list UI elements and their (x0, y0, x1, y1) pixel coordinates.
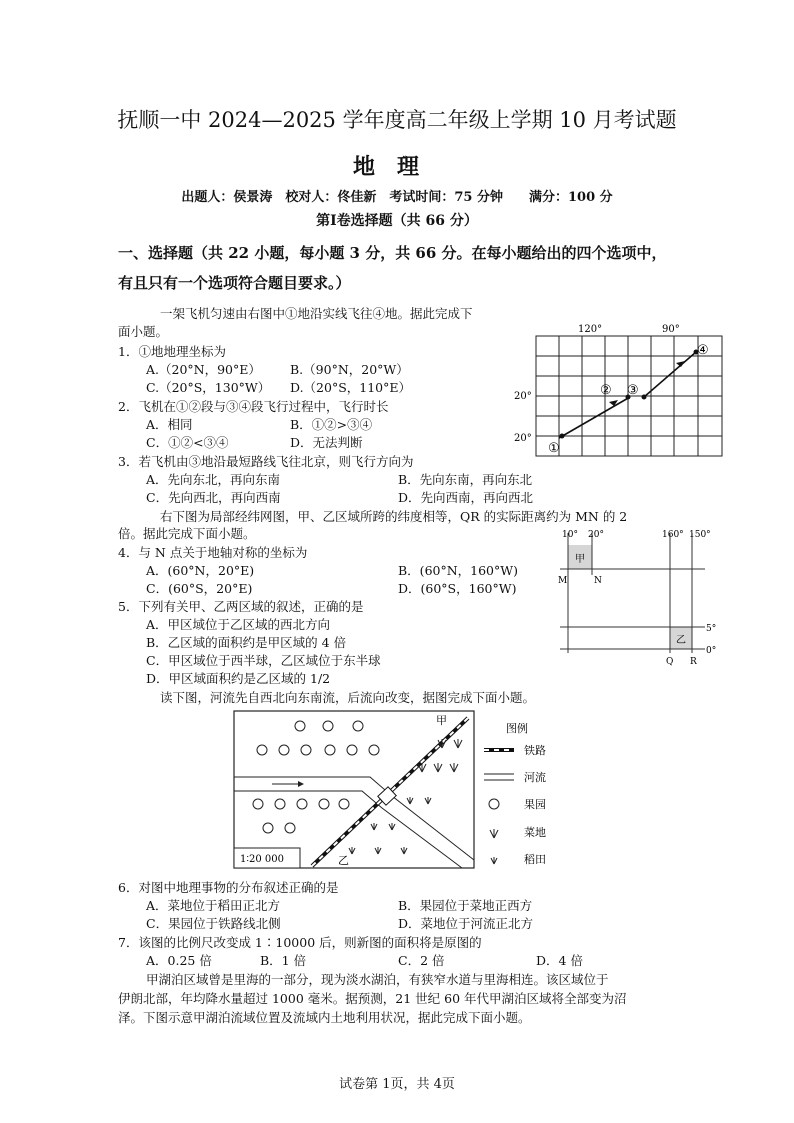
group1-intro: 一架飞机匀速由右图中①地沿实线飞往④地。据此完成下 (160, 306, 473, 321)
q7-option-a: A．0.25 倍 (146, 953, 212, 968)
q7-option-c: C．2 倍 (398, 953, 445, 968)
q6-option-a: A．菜地位于稻田正北方 (146, 898, 281, 913)
q1-option-c: C.（20°S，130°W） (146, 380, 271, 395)
q6-option-d: D．菜地位于河流正北方 (398, 916, 534, 931)
q5-option-a: A．甲区域位于乙区域的西北方向 (146, 617, 331, 632)
exam-title: 抚顺一中 2024—2025 学年度高二年级上学期 10 月考试题 (117, 108, 677, 132)
q7-option-b: B．1 倍 (260, 953, 307, 968)
q6-option-c: C．果园位于铁路线北侧 (146, 916, 281, 931)
point-label-2: ② (600, 383, 612, 398)
group4-para-line3: 泽。下图示意甲湖泊流域位置及流域内土地利用状况，据此完成下面小题。 (118, 1010, 531, 1025)
map-scale: 1∶20 000 (240, 854, 284, 865)
legend-paddy-label: 稻田 (524, 853, 546, 866)
group2-intro-cont: 倍。据此完成下面小题。 (118, 526, 256, 541)
arrow-icon (298, 781, 304, 787)
legend-orchard-label: 果园 (524, 798, 546, 811)
label-R: R (690, 657, 697, 667)
q2-option-a: A．相同 (146, 417, 193, 432)
lon-label-10: 10° (562, 530, 578, 540)
lon-label-150: 150° (689, 530, 711, 540)
point-label-1: ① (548, 441, 560, 456)
q4-option-c: C．(60°S，20°E) (146, 581, 253, 596)
paddy-fields (349, 797, 431, 854)
q5-option-b: B．乙区域的面积约是甲区域的 4 倍 (146, 635, 347, 650)
q6-stem: 6．对图中地理事物的分布叙述正确的是 (118, 880, 339, 895)
point-label-3: ③ (627, 383, 639, 398)
q1-option-b: B.（90°N，20°W） (290, 362, 409, 377)
q2-stem: 2．飞机在①②段与③④段飞行过程中，飞行时长 (118, 399, 389, 414)
q4-option-a: A．(60°N，20°E) (146, 563, 255, 578)
legend-title: 图例 (506, 722, 528, 735)
q3-option-c: C．先向西北，再向西南 (146, 490, 281, 505)
flight-path-1 (559, 397, 630, 438)
q7-option-d: D．4 倍 (536, 953, 583, 968)
lon-label-20: 20° (588, 530, 604, 540)
subject-title: 地理 (352, 154, 441, 180)
point-marker (642, 395, 647, 400)
lat-label-bottom: 20° (514, 433, 532, 444)
label-jia: 甲 (575, 554, 585, 565)
exam-meta: 出题人：侯景涛 校对人：佟佳新 考试时间：75 分钟 满分：100 分 (181, 190, 613, 205)
part-title: 第Ⅰ卷选择题（共 66 分） (316, 213, 478, 229)
lat-label-top: 20° (514, 391, 532, 402)
legend-veg-icon (490, 829, 498, 838)
point-marker (560, 434, 565, 439)
arrow-icon (676, 361, 685, 367)
flight-path-2 (644, 352, 696, 397)
q6-option-b: B．果园位于菜地正西方 (398, 898, 533, 913)
flight-grid-figure (510, 318, 730, 468)
legend-orchard-icon (489, 799, 499, 809)
legend-river-label: 河流 (524, 771, 546, 784)
group4-para-line1: 甲湖泊区域曾是里海的一部分，现为淡水湖泊，有狭窄水道与里海相连。该区域位于 (146, 972, 609, 987)
land-use-map-figure (232, 708, 562, 870)
section-heading-line1: 一、选择题（共 22 小题，每小题 3 分，共 66 分。在每小题给出的四个选项中， (118, 244, 667, 262)
legend-paddy-icon (491, 857, 497, 864)
q1-option-d: D.（20°S，110°E） (290, 380, 412, 395)
label-M: M (558, 576, 568, 586)
group1-intro-cont: 面小题。 (118, 324, 169, 339)
q2-option-d: D．无法判断 (290, 435, 363, 450)
label-yi: 乙 (676, 635, 686, 646)
latlon-grid-figure (550, 525, 720, 670)
group4-para-line2: 伊朗北部，年均降水量超过 1000 毫米。据预测，21 世纪 60 年代甲湖泊区域将全部变为沼 (118, 991, 627, 1006)
label-N: N (594, 576, 602, 586)
q1-option-a: A.（20°N，90°E） (146, 362, 261, 377)
legend-veg-label: 菜地 (524, 826, 546, 839)
q3-option-a: A．先向东北，再向东南 (146, 472, 281, 487)
group3-intro: 读下图，河流先自西北向东南流，后流向改变，据图完成下面小题。 (160, 690, 536, 705)
vegetable-plots (418, 739, 462, 772)
group2-intro: 右下图为局部经纬网图，甲、乙区域所跨的纬度相等，QR 的实际距离约为 MN 的 2 (160, 509, 628, 524)
page-footer: 试卷第 1页，共 4页 (339, 1077, 455, 1092)
q2-option-c: C．①②<③④ (146, 435, 229, 450)
q5-stem: 5．下列有关甲、乙两区域的叙述，正确的是 (118, 599, 364, 614)
section-heading-line2: 有且只有一个选项符合题目要求。） (118, 274, 351, 292)
q5-option-c: C．甲区域位于西半球，乙区域位于东半球 (146, 653, 381, 668)
lat-label-5: 5° (706, 624, 717, 634)
lon-label-120: 120° (578, 324, 603, 335)
q4-option-d: D．(60°S，160°W) (398, 581, 517, 596)
q5-option-d: D．甲区域面积约是乙区域的 1/2 (146, 671, 331, 686)
q2-option-b: B．①②>③④ (290, 417, 373, 432)
lon-label-160: 160° (662, 530, 684, 540)
q3-stem: 3．若飞机由③地沿最短路线飞往北京，则飞行方向为 (118, 454, 414, 469)
q3-option-b: B．先向东南，再向东北 (398, 472, 533, 487)
lat-label-0: 0° (706, 646, 717, 656)
q4-stem: 4．与 N 点关于地轴对称的坐标为 (118, 545, 308, 560)
label-Q: Q (666, 657, 674, 667)
q1-stem: 1．①地地理坐标为 (118, 344, 226, 359)
q7-stem: 7．该图的比例尺改变成 1∶10000 后，则新图的面积将是原图的 (118, 935, 482, 950)
map-frame (234, 711, 474, 868)
q3-option-d: D．先向西南，再向西北 (398, 490, 534, 505)
legend-rail-label: 铁路 (524, 744, 546, 757)
map-label-jia: 甲 (436, 714, 447, 727)
q4-option-b: B．(60°N，160°W) (398, 563, 518, 578)
point-label-4: ④ (697, 343, 709, 358)
map-label-yi: 乙 (338, 854, 349, 867)
lon-label-90: 90° (662, 324, 680, 335)
